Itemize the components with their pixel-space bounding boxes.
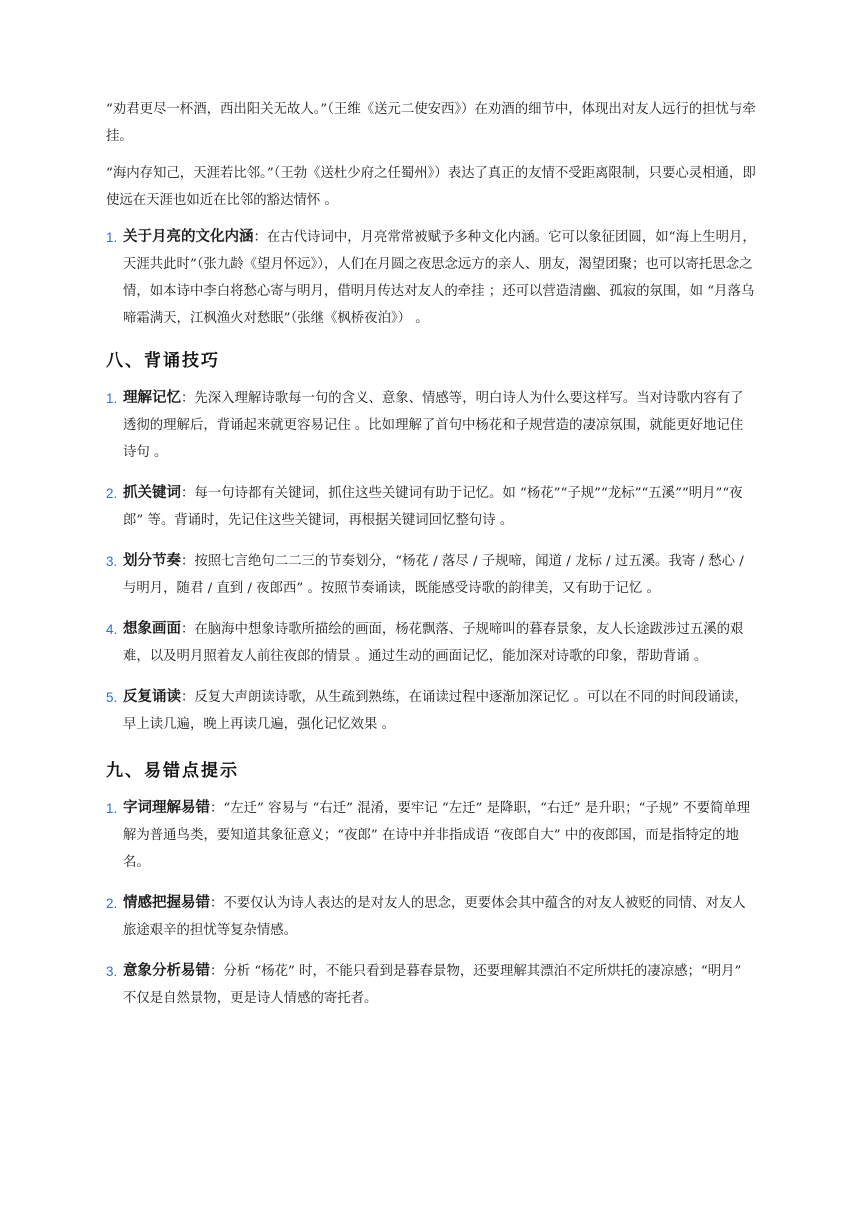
list-text: ：在脑海中想象诗歌所描绘的画面，杨花飘落、子规啼叫的暮春景象，友人长途跋涉过五溪的艰难，以及明月照着友人前往夜郎的情景 。通过生动的画面记忆，能加深对诗歌的印象，帮助背诵 。	[123, 622, 744, 664]
recitation-tips-list	[106, 385, 756, 738]
moon-culture-list	[106, 224, 756, 332]
list-term: 情感把握易错	[123, 895, 210, 911]
list-item	[106, 548, 756, 602]
list-number: 3.	[106, 964, 118, 979]
list-text: ：不要仅认为诗人表达的是对友人的思念，更要体会其中蕴含的对友人被贬的同情、对友人旅途艰辛的担忧等复杂情感。	[123, 896, 746, 938]
list-term: 抓关键词	[123, 485, 181, 501]
list-item	[106, 616, 756, 670]
list-term: 关于月亮的文化内涵	[123, 229, 254, 245]
list-text: ：按照七言绝句二二三的节奏划分，“杨花 / 落尽 / 子规啼，闻道 / 龙标 / 过五溪。我寄 / 愁心 / 与明月，随君 / 直到 / 夜郎西” 。按照节奏诵读，既能感受诗歌的韵律美，又有助于记忆 。	[123, 554, 744, 596]
list-number: 3.	[106, 554, 118, 569]
list-term: 想象画面	[123, 621, 181, 637]
list-term: 字词理解易错	[123, 800, 210, 816]
section-heading-recitation: 八、背诵技巧	[106, 351, 220, 371]
list-number: 4.	[106, 622, 118, 637]
list-text: ：分析 “杨花” 时，不能只看到是暮春景物，还要理解其漂泊不定所烘托的凄凉感；“明月” 不仅是自然景物，更是诗人情感的寄托者。	[123, 964, 742, 1006]
list-item	[106, 684, 756, 738]
list-term: 划分节奏	[123, 553, 181, 569]
list-text: ：在古代诗词中，月亮常常被赋予多种文化内涵。它可以象征团圆，如“海上生明月，天涯共此时”（张九龄《望月怀远》），人们在月圆之夜思念远方的亲人、朋友，渴望团聚；也可以寄托思念之情，如本诗中李白将愁心寄与明月，借明月传达对友人的牵挂 ；还可以营造清幽、孤寂的氛围，如 “月落乌啼霜满天，江枫渔火对愁眠”（张继《枫桥夜泊》） 。	[123, 230, 756, 326]
list-number: 1.	[106, 391, 118, 406]
list-item	[106, 385, 756, 466]
document-page	[106, 96, 756, 1026]
section-heading-common-errors: 九、易错点提示	[106, 761, 239, 781]
quote-paragraph-wangwei: “劝君更尽一杯酒，西出阳关无故人。”（王维《送元二使安西》）在劝酒的细节中，体现出对友人远行的担忧与牵挂。	[106, 102, 756, 144]
list-number: 2.	[106, 486, 118, 501]
list-number: 5.	[106, 690, 118, 705]
list-text: ：反复大声朗读诗歌，从生疏到熟练，在诵读过程中逐渐加深记忆 。可以在不同的时间段诵读，早上读几遍，晚上再读几遍，强化记忆效果 。	[123, 690, 748, 732]
list-term: 意象分析易错	[123, 963, 210, 979]
list-item	[106, 890, 756, 944]
list-item	[106, 480, 756, 534]
list-item	[106, 795, 756, 876]
list-number: 2.	[106, 896, 118, 911]
list-number: 1.	[106, 230, 118, 245]
list-item	[106, 224, 756, 332]
list-number: 1.	[106, 801, 118, 816]
list-item	[106, 958, 756, 1012]
common-errors-list	[106, 795, 756, 1012]
list-text: ：“左迁” 容易与 “右迁” 混淆，要牢记 “左迁” 是降职，“右迁” 是升职；“子规” 不要简单理解为普通鸟类，要知道其象征意义；“夜郎” 在诗中并非指成语 “夜郎自大” 中的夜郎国，而是指特定的地名。	[123, 801, 751, 870]
list-text: ：先深入理解诗歌每一句的含义、意象、情感等，明白诗人为什么要这样写。当对诗歌内容有了透彻的理解后，背诵起来就更容易记住 。比如理解了首句中杨花和子规营造的凄凉氛围，就能更好地记住诗句 。	[123, 391, 744, 460]
list-term: 反复诵读	[123, 689, 181, 705]
list-text: ：每一句诗都有关键词，抓住这些关键词有助于记忆。如 “杨花”“子规”“龙标”“五溪”“明月”“夜郎” 等。背诵时，先记住这些关键词，再根据关键词回忆整句诗 。	[123, 486, 743, 528]
quote-paragraph-wangbo: “海内存知己，天涯若比邻。”（王勃《送杜少府之任蜀州》）表达了真正的友情不受距离限制，只要心灵相通，即使远在天涯也如近在比邻的豁达情怀 。	[106, 166, 756, 208]
list-term: 理解记忆	[123, 390, 181, 406]
